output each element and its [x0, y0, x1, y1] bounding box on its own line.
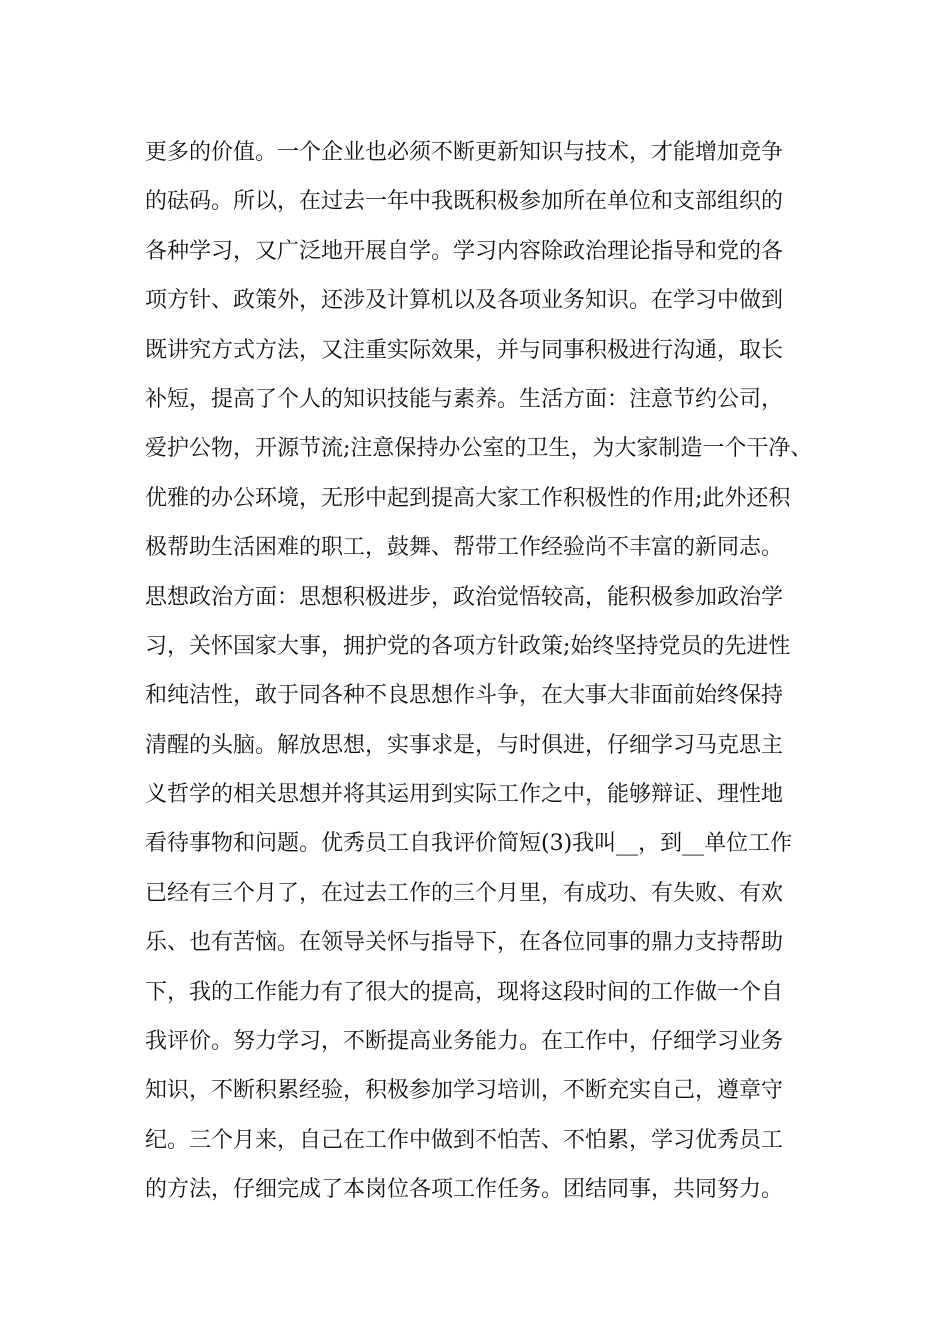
text-line: 更多的价值。一个企业也必须不断更新知识与技术，才能增加竞争 [145, 140, 784, 165]
text-line: 纪。三个月来，自己在工作中做到不怕苦、不怕累，学习优秀员工 [145, 1127, 784, 1153]
text-line: 已经有三个月了，在过去工作的三个月里，有成功、有失败、有欢 [145, 880, 784, 906]
text-line: 清醒的头脑。解放思想，实事求是，与时俱进，仔细学习马克思主 [145, 732, 784, 758]
text-line: 义哲学的相关思想并将其运用到实际工作之中，能够辩证、理性地 [145, 782, 784, 808]
text-line: 各种学习，又广泛地开展自学。学习内容除政治理论指导和党的各 [145, 238, 784, 264]
text-line: 我评价。努力学习，不断提高业务能力。在工作中，仔细学习业务 [145, 1029, 784, 1055]
text-line: 项方针、政策外，还涉及计算机以及各项业务知识。在学习中做到 [145, 288, 784, 314]
text-line: 和纯洁性，敢于同各种不良思想作斗争，在大事大非面前始终保持 [145, 683, 784, 709]
text-line: 思想政治方面：思想积极进步，政治觉悟较高，能积极参加政治学 [145, 584, 784, 610]
text-line: 既讲究方式方法，又注重实际效果，并与同事积极进行沟通，取长 [145, 337, 784, 363]
text-line: 看待事物和问题。优秀员工自我评价简短(3)我叫__，到__单位工作 [145, 831, 793, 857]
text-line: 极帮助生活困难的职工，鼓舞、帮带工作经验尚不丰富的新同志。 [145, 535, 784, 561]
text-line: 优雅的办公环境，无形中起到提高大家工作积极性的作用;此外还积 [145, 485, 791, 511]
text-line: 爱护公物，开源节流;注意保持办公室的卫生，为大家制造一个干净、 [145, 436, 813, 462]
text-line: 的砝码。所以，在过去一年中我既积极参加所在单位和支部组织的 [145, 189, 784, 215]
text-line: 知识，不断积累经验，积极参加学习培训，不断充实自己，遵章守 [145, 1078, 784, 1104]
body-text [145, 128, 825, 1215]
text-line: 习，关怀国家大事，拥护党的各项方针政策;始终坚持党员的先进性 [145, 633, 791, 659]
text-line: 下，我的工作能力有了很大的提高，现将这段时间的工作做一个自 [145, 979, 784, 1005]
text-line: 乐、也有苦恼。在领导关怀与指导下，在各位同事的鼎力支持帮助 [145, 930, 784, 956]
text-line: 补短，提高了个人的知识技能与素养。生活方面：注意节约公司， [145, 386, 784, 412]
text-line: 的方法，仔细完成了本岗位各项工作任务。团结同事，共同努力。 [145, 1177, 784, 1203]
